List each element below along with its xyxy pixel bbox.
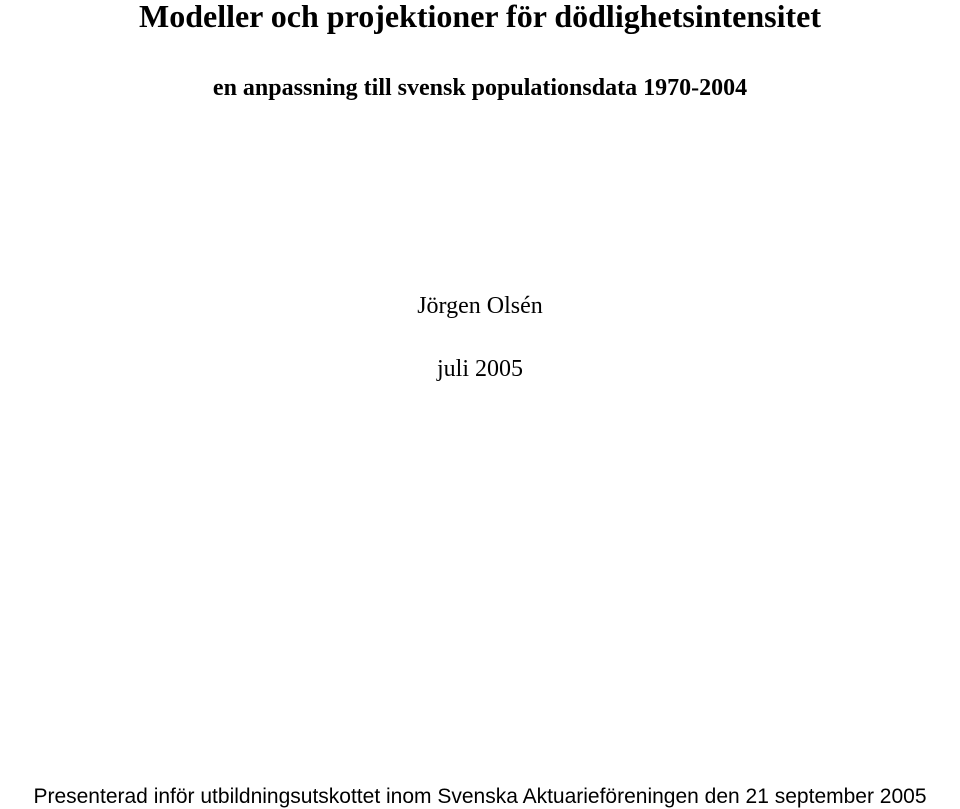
document-title: Modeller och projektioner för dödlighetsintensitet bbox=[138, 0, 822, 34]
author-name: Jörgen Olsén bbox=[417, 293, 543, 319]
presentation-note: Presenterad inför utbildningsutskottet inom Svenska Aktuarieföreningen den 21 september 2005 bbox=[33, 785, 927, 808]
document-subtitle: en anpassning till svensk populationsdata 1970-2004 bbox=[212, 75, 748, 101]
publication-date: juli 2005 bbox=[436, 356, 523, 382]
